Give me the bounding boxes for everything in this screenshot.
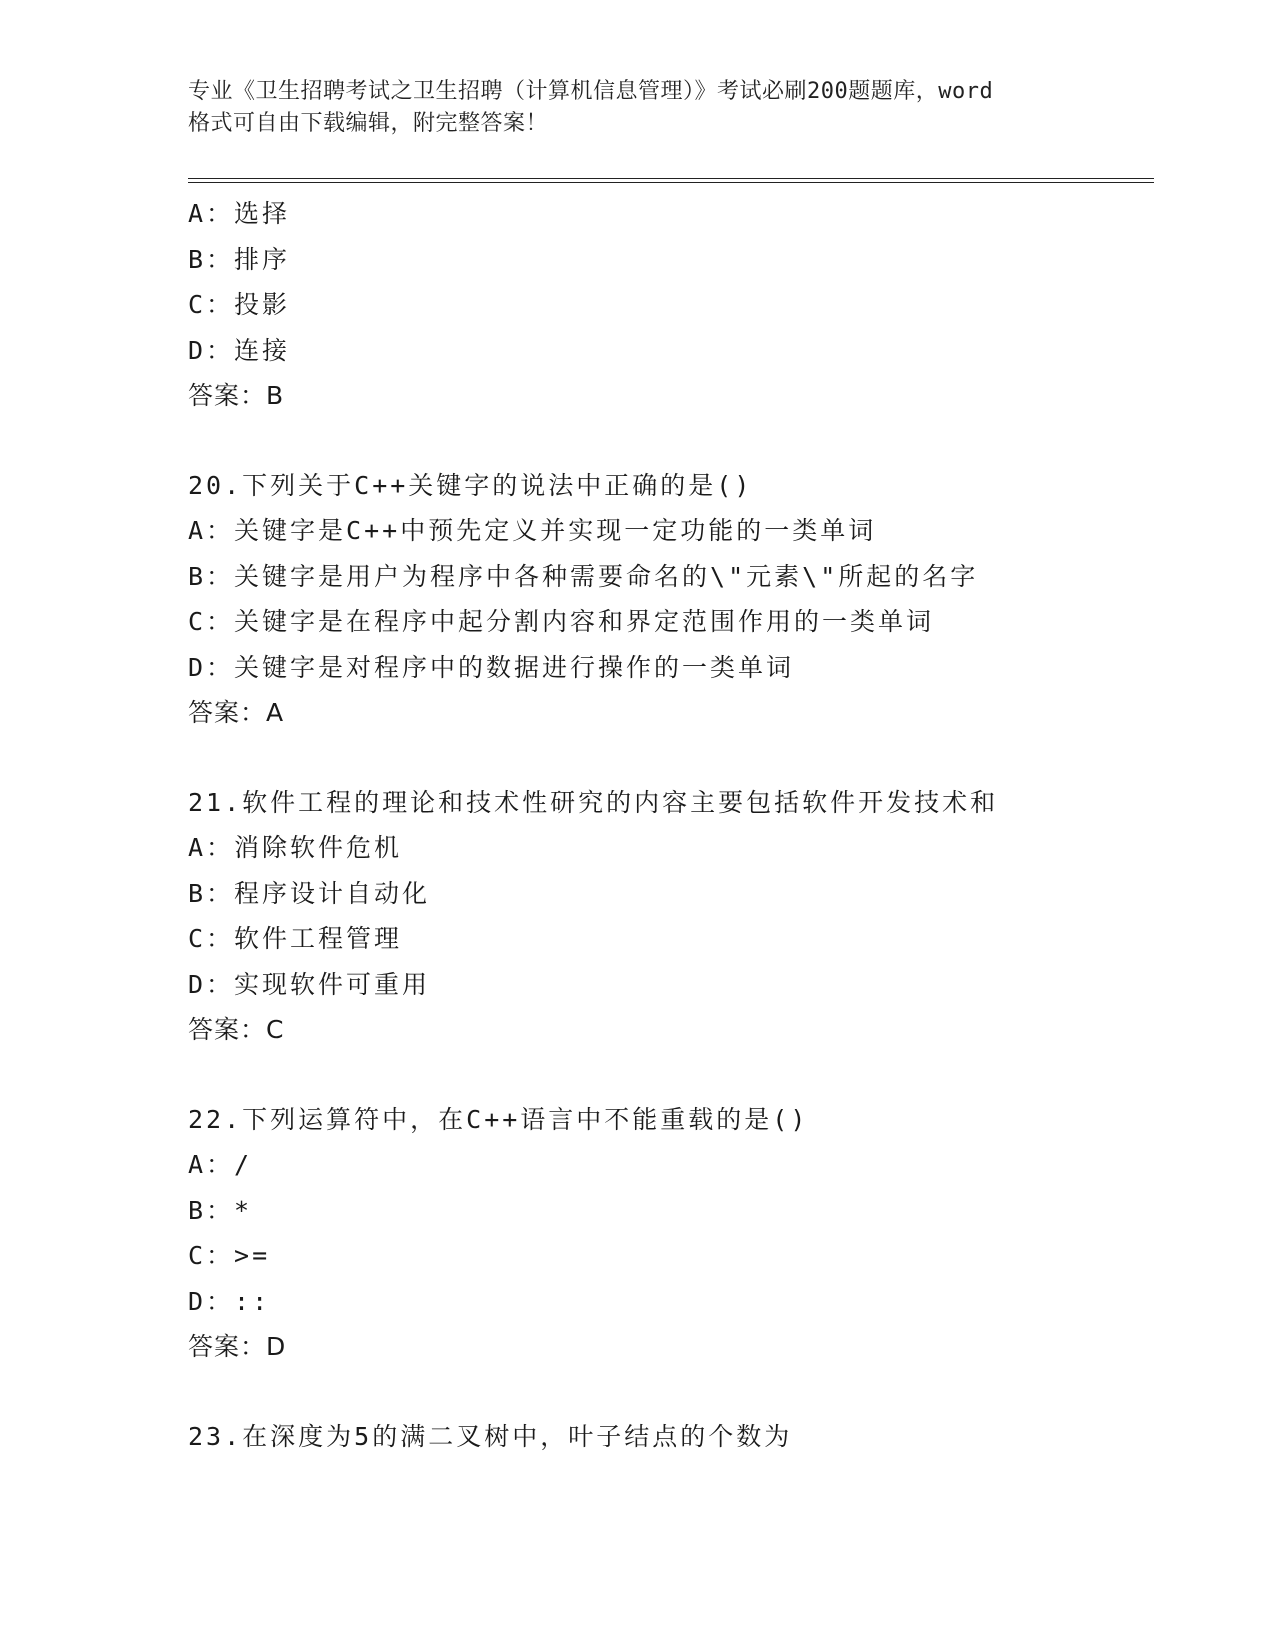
answer-line: 答案：A bbox=[188, 698, 285, 727]
answer-line: 答案：D bbox=[188, 1332, 287, 1361]
option-b: B：* bbox=[188, 1195, 253, 1225]
option-d: D：关键字是对程序中的数据进行操作的一类单词 bbox=[188, 652, 795, 682]
question-block bbox=[188, 780, 1154, 1053]
option-b: B：排序 bbox=[188, 244, 291, 274]
header-title-line-2: 格式可自由下载编辑，附完整答案！ bbox=[188, 111, 549, 136]
header-divider bbox=[188, 178, 1154, 183]
option-a: A：消除软件危机 bbox=[188, 833, 403, 862]
option-c: C：>= bbox=[188, 1241, 271, 1270]
question-stem: 21.软件工程的理论和技术性研究的内容主要包括软件开发技术和 bbox=[188, 787, 999, 817]
question-block bbox=[188, 463, 1154, 736]
question-stem: 23.在深度为5的满二叉树中，叶子结点的个数为 bbox=[188, 1421, 793, 1451]
question-block bbox=[188, 1097, 1154, 1370]
option-a: A：/ bbox=[188, 1150, 253, 1179]
question-block bbox=[188, 191, 1154, 419]
option-c: C：关键字是在程序中起分割内容和界定范围作用的一类单词 bbox=[188, 607, 935, 636]
question-stem: 20.下列关于C++关键字的说法中正确的是() bbox=[188, 470, 753, 500]
option-d: D：实现软件可重用 bbox=[188, 969, 431, 999]
option-c: C：投影 bbox=[188, 290, 291, 319]
option-d: D：连接 bbox=[188, 335, 291, 365]
option-d: D：:: bbox=[188, 1286, 271, 1316]
answer-line: 答案：B bbox=[188, 381, 285, 410]
question-block bbox=[188, 1414, 1154, 1460]
option-c: C：软件工程管理 bbox=[188, 924, 403, 953]
option-b: B：程序设计自动化 bbox=[188, 878, 431, 908]
option-a: A：选择 bbox=[188, 199, 291, 228]
option-b: B：关键字是用户为程序中各种需要命名的\"元素\"所起的名字 bbox=[188, 561, 979, 591]
question-list bbox=[188, 191, 1154, 1459]
option-a: A：关键字是C++中预先定义并实现一定功能的一类单词 bbox=[188, 516, 877, 545]
document-header bbox=[188, 76, 1108, 140]
question-stem: 22.下列运算符中，在C++语言中不能重载的是() bbox=[188, 1104, 809, 1134]
answer-line: 答案：C bbox=[188, 1015, 285, 1044]
header-title-line-1: 专业《卫生招聘考试之卫生招聘（计算机信息管理）》考试必刷200题题库，word bbox=[188, 79, 994, 104]
